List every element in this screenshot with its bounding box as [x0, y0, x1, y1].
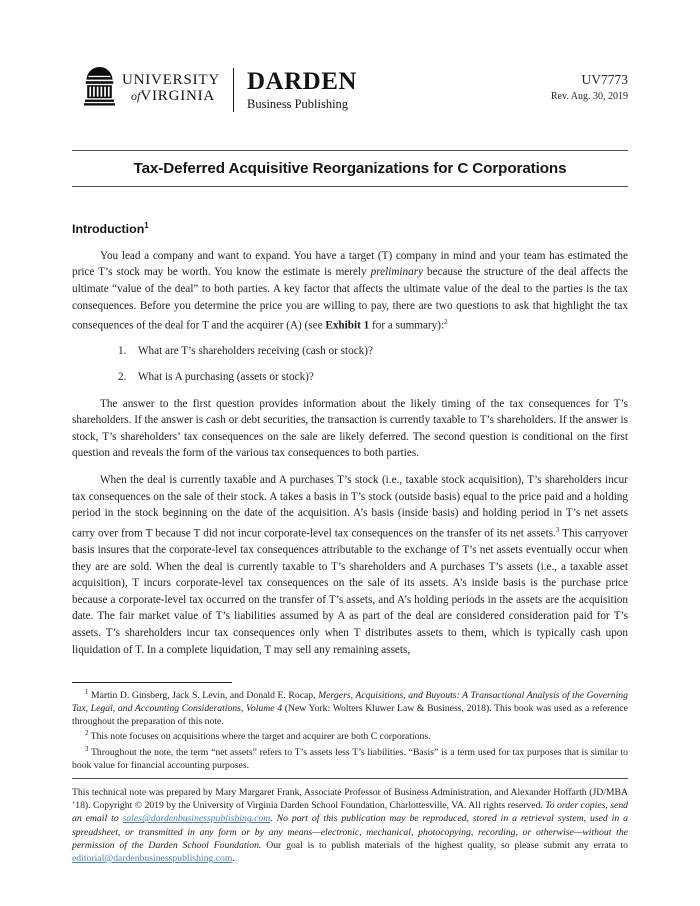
copyright-block — [72, 786, 628, 865]
footnote-ref-2: 2 — [444, 318, 448, 327]
question-list — [72, 343, 628, 385]
footnote-2 — [72, 728, 628, 744]
list-item-text: What is A purchasing (assets or stock)? — [138, 371, 314, 384]
title-block — [72, 150, 628, 187]
text-run: because the structure of the deal affects the ultimate “value of the deal” to both parties. A key factor that affects the ultimate value of the deal to the parties is the tax consequences. Before you determine the price you are willing to pay, there are two questions to ask that highlight the tax consequences of the deal for T and the acquirer (A) (see — [72, 266, 628, 332]
footnote-1 — [72, 687, 628, 728]
footnote-marker: 1 — [85, 689, 89, 696]
list-item-number: 1. — [118, 345, 127, 358]
list-item-text: What are T’s shareholders receiving (cash or stock)? — [138, 345, 373, 358]
list-item — [72, 369, 628, 386]
book-title-text: Mergers, Acquisitions, and Buyouts: A Transactional Analysis of the Governing Tax, Legal, and Accounting Considerations, Volume 4 — [72, 690, 628, 714]
university-line-2 — [122, 88, 220, 104]
title-rule-top — [72, 150, 628, 151]
text-run: . — [270, 813, 277, 825]
page-header — [72, 66, 628, 112]
section-heading-text: Introduction — [72, 222, 145, 237]
footnote-marker: 2 — [85, 730, 89, 738]
darden-subtitle: Business Publishing — [247, 97, 349, 111]
footnote-marker: 3 — [85, 746, 89, 754]
emphasis-text: To order copies, send an email to — [72, 800, 629, 825]
doc-number: UV7773 — [581, 72, 628, 87]
uva-rotunda-icon — [84, 66, 115, 106]
bold-text: Exhibit 1 — [325, 319, 370, 332]
darden-name: DARDEN — [247, 68, 357, 95]
paragraph-2: The answer to the first question provides information about the likely timing of the tax consequences for T’s shareholders. If the answer is cash or debt securities, the transaction is currently taxable to T’s shareholders. If the answer is stock, T’s shareholders’ tax consequences on the sale are likely deferred. The second question is conditional on the first question and reveals the form of the various tax consequences to both parties. — [72, 397, 628, 460]
editorial-email-link[interactable]: editorial@dardenbusinesspublishing.com — [72, 852, 233, 864]
doc-revision: Rev. Aug. 30, 2019 — [550, 91, 628, 102]
text-run: Throughout the note, the term “net assets” refers to T’s assets less T’s liabilities. “Basis” is a term used for tax purposes that is similar to book value for financial accounting purposes. — [72, 747, 628, 772]
section-heading-introduction — [72, 218, 628, 238]
list-item-number: 2. — [118, 371, 127, 384]
bottom-divider — [72, 778, 628, 779]
footnotes — [72, 687, 628, 773]
footnote-ref-1: 1 — [144, 221, 149, 230]
text-run: When the deal is currently taxable and A purchases T’s stock (i.e., taxable stock acquisition), T’s shareholders incur tax consequences on the sale of their stock. A takes a basis in T’s stock (outside basis) equal to the price paid and a holding period in the stock beginning on the date of the acquisition. A’s basis (inside basis) and holding period in T’s net assets carry over from T because T did not incur corporate-level tax consequences on the transfer of its net assets. — [72, 473, 628, 540]
brand-divider — [233, 68, 234, 112]
university-wordmark — [122, 72, 220, 104]
page-title: Tax-Deferred Acquisitive Reorganizations for C Corporations — [133, 160, 567, 177]
page-footer — [72, 682, 628, 865]
darden-wordmark — [247, 69, 357, 112]
text-run: . — [232, 852, 235, 864]
text-run: You lead a company and want to expand. You have a target (T) company in mind and your team has estimated the price T’s stock may be worth. You know the estimate is merely — [72, 249, 628, 279]
emphasis-text: preliminary — [370, 266, 424, 279]
text-run: for a summary): — [369, 319, 445, 332]
list-item — [72, 343, 628, 360]
text-run: (New York: Wolters Kluwer Law & Business, 2018). This book was used as a reference throughout the preparation of this note. — [72, 702, 628, 727]
university-virginia: VIRGINIA — [140, 88, 216, 104]
doc-meta — [551, 66, 628, 102]
footnote-3 — [72, 744, 628, 773]
text-run: This technical note was prepared by Mary Margaret Frank, Associate Professor of Business Administration, and Alexander Hoffarth (JD/MBA ’18). Copyright © 2019 by the University of Virginia Darden School Foundation, Charlottesville, VA. All rights reserved. — [72, 786, 628, 812]
title-rule-bottom — [72, 186, 628, 187]
text-run: Martin D. Ginsberg, Jack S. Levin, and Donald E. Rocap, — [88, 690, 319, 702]
university-line-1: UNIVERSITY — [122, 72, 220, 88]
university-of: of — [131, 89, 141, 103]
paragraph-1 — [72, 248, 628, 335]
text-run: Our goal is to publish materials of the highest quality, so please submit any errata to — [261, 839, 629, 851]
sales-email-link[interactable]: sales@dardenbusinesspublishing.com — [122, 813, 271, 825]
emphasis-text: No part of this publication may be reproduced, stored in a retrieval system, used in a spreadsheet, or transmitted in any form or by any means—electronic, mechanical, photocopying, recording, or otherwise—without the permission of the Darden School Foundation. — [72, 813, 629, 851]
footnote-divider — [72, 682, 232, 683]
text-run: This carryover basis insures that the corporate-level tax consequences attributable to the exchange of T’s net assets eventually occur when they are are sold. When the deal is currently taxable to T’s shareholders and A purchases T’s assets (i.e., a taxable asset acquisition), T incurs corporate-level tax consequences on the sale of its assets. A’s inside basis is the purchase price because a corporate-level tax occurred on the transfer of T’s assets, and A’s holding periods in the assets are the acquisition date. The fair market value of T’s liabilities assumed by A as part of the deal are considered consideration paid for T’s assets. T’s shareholders incur tax consequences only when T distributes assets to them, which is typically cash upon liquidation of T. In a complete liquidation, T may sell any remaining assets, — [72, 527, 628, 656]
paragraph-3 — [72, 472, 628, 658]
brand-lockup — [84, 66, 357, 112]
main-content — [72, 190, 628, 682]
footnote-ref-3: 3 — [555, 525, 560, 534]
text-run: This note focuses on acquisitions where the target and acquirer are both C corporations. — [88, 731, 431, 743]
